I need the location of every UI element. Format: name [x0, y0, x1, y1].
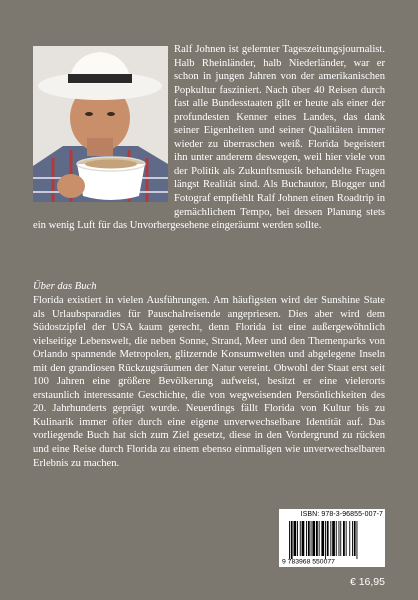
isbn-label: ISBN: 978-3-96855-007-7 — [300, 511, 383, 518]
barcode-image — [282, 521, 382, 565]
price: € 16,95 — [349, 576, 385, 588]
about-text-block — [33, 294, 385, 470]
about-heading: Über das Buch — [33, 281, 97, 292]
author-bio-text: Ralf Johnen ist gelernter Tageszeitungsjournalist. Halb Rheinländer, halb Niederländer, war er schon in jungen Jahren von der amerikanischen Popkultur fasziniert. Nach über 40 Reisen durch fast alle Bundesstaaten gilt er heute als einer der profundesten Kenner eines Landes, das dank seiner Eigenheiten und seiner Qualitäten immer wieder zu überraschen weiß. Florida begeistert ihn unter anderem deswegen, weil hier viele von der Politik als Zukunftsmusik behandelte Fragen längst Realität sind. Als Buchautor, Blogger und Fotograf empfiehlt Ralf Johnen einen Roadtrip in gemächlichem Tempo, bei dessen Planung stets ein wenig Luft für das Unvorhergesehene eingeräumt werden sollte. — [33, 44, 385, 232]
author-bio — [33, 43, 385, 233]
about-text: Florida existiert in vielen Ausführungen. Am häufigsten wird der Sunshine State als Urlaubsparadies für Pauschalreisende angepriesen. Dies aber wird dem Südostzipfel der USA kaum gerecht, denn Florida ist eine außergewöhnlich vielseitige Lebenswelt, die neben Sonne, Strand, Meer und den Themenparks von Orlando spannende Metropolen, glitzernde Konsumwelten und abgelegene Inseln mit den grandiosen Rückzugsräumen der Natur vereint. Obwohl der Staat erst seit 100 Jahren eine größere Bevölkerung aufweist, besitzt er eine vielerorts erstaunlich interessante Geschichte, die von wegweisenden Persönlichkeiten des 20. Jahrhunderts geprägt wurde. Neuerdings fällt Florida von Kultur bis zu Kulinarik immer öfter durch eine eigene unverwechselbare Identität auf. Das vorliegende Buch hat sich zum Ziel gesetzt, diese in den Vordergrund zu rücken und eine Reise durch Florida zu einem ebenso einmaligen wie unverwechselbaren Erlebnis zu machen. — [33, 295, 385, 469]
barcode-box — [279, 509, 385, 567]
barcode-digits: 9 783968 550077 — [282, 558, 335, 565]
